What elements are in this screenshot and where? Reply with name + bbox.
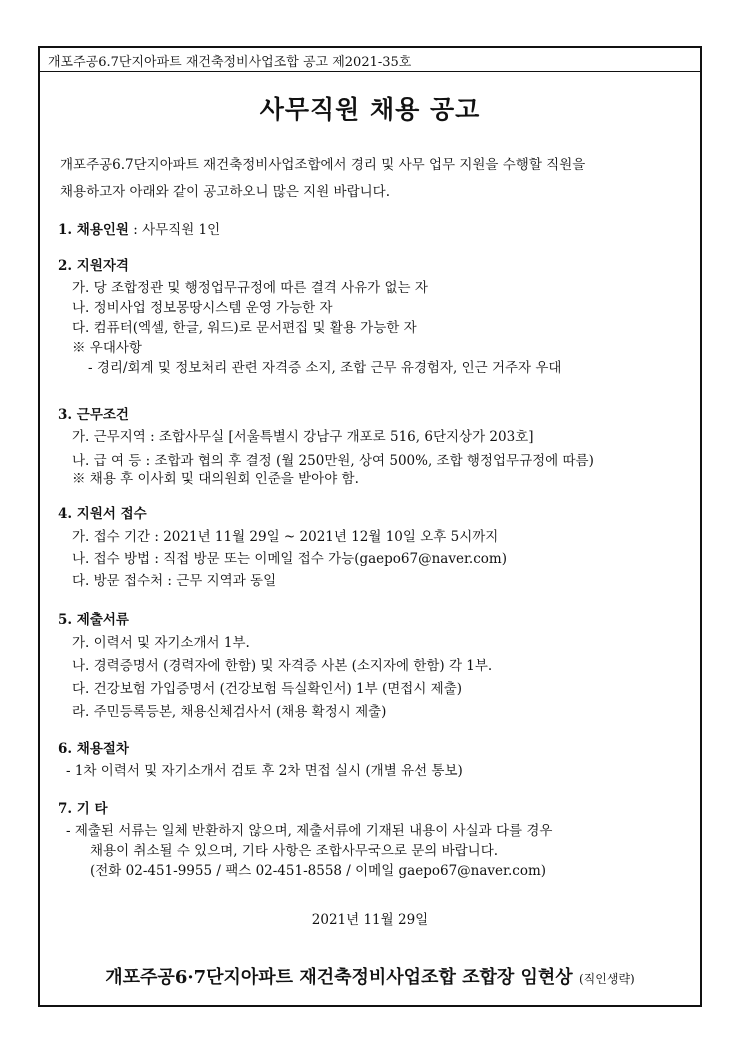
signature-block (40, 963, 700, 989)
list-item: 나. 경력증명서 (경력자에 한함) 및 자격증 사본 (소지자에 한함) 각 1부. (72, 658, 493, 674)
list-item: 나. 급 여 등 : 조합과 협의 후 결정 (월 250만원, 상여 500%, 조합 행정업무규정에 따름) (72, 453, 594, 469)
section-heading: 1. 채용인원 (58, 222, 129, 238)
notice-date: 2021년 11월 29일 (311, 912, 429, 928)
section-headcount (58, 218, 688, 242)
list-item: - 1차 이력서 및 자기소개서 검토 후 2차 면접 실시 (개별 유선 통보) (66, 763, 463, 779)
section-heading: 2. 지원자격 (58, 258, 129, 274)
section-other (58, 797, 688, 881)
section-qualification (58, 254, 688, 378)
section-heading: 5. 제출서류 (58, 612, 129, 628)
list-item: 나. 접수 방법 : 직접 방문 또는 이메일 접수 가능(gaepo67@naver.com) (72, 551, 507, 567)
notice-number: 개포주공6.7단지아파트 재건축정비사업조합 공고 제2021-35호 (40, 48, 700, 72)
section-heading: 4. 지원서 접수 (58, 506, 147, 522)
section-conditions (58, 403, 688, 487)
list-item: 가. 근무지역 : 조합사무실 [서울특별시 강남구 개포로 516, 6단지상가 203호] (72, 429, 534, 445)
list-item: 나. 정비사업 정보몽땅시스템 운영 가능한 자 (72, 300, 333, 316)
section-documents (58, 608, 688, 724)
page-title: 사무직원 채용 공고 (259, 95, 481, 124)
signature-name: 개포주공6·7단지아파트 재건축정비사업조합 조합장 임현상 (105, 967, 573, 988)
intro-paragraph (60, 152, 680, 206)
preference-note: ※ 우대사항 (72, 340, 142, 356)
list-item: 가. 접수 기간 : 2021년 11월 29일 ~ 2021년 12월 10일 오후 5시까지 (72, 529, 499, 545)
list-item: 다. 건강보험 가입증명서 (건강보험 득실확인서) 1부 (면접시 제출) (72, 681, 463, 697)
section-application (58, 502, 688, 592)
list-item: 라. 주민등록등본, 채용신체검사서 (채용 확정시 제출) (72, 704, 387, 720)
list-item: 채용이 취소될 수 있으며, 기타 사항은 조합사무국으로 문의 바랍니다. (90, 843, 499, 859)
list-item: - 제출된 서류는 일체 반환하지 않으며, 제출서류에 기재된 내용이 사실과 다를 경우 (66, 823, 553, 839)
list-item: - 경리/회계 및 정보처리 관련 자격증 소지, 조합 근무 유경험자, 인근 거주자 우대 (88, 360, 562, 376)
section-heading: 6. 채용절차 (58, 741, 129, 757)
section-heading: 3. 근무조건 (58, 407, 129, 423)
section-heading: 7. 기 타 (58, 801, 108, 817)
seal-omitted-note: (직인생략) (578, 972, 635, 986)
list-item: 다. 컴퓨터(엑셀, 한글, 워드)로 문서편집 및 활용 가능한 자 (72, 320, 417, 336)
contact-info: (전화 02-451-9955 / 팩스 02-451-8558 / 이메일 gaepo67@naver.com) (90, 863, 547, 879)
intro-line-2: 채용하고자 아래와 같이 공고하오니 많은 지원 바랍니다. (60, 184, 390, 200)
list-item: 가. 이력서 및 자기소개서 1부. (72, 635, 250, 651)
document-frame (38, 46, 702, 1007)
section-process (58, 737, 688, 781)
list-item: 가. 당 조합정관 및 행정업무규정에 따른 결격 사유가 없는 자 (72, 280, 428, 296)
approval-note: ※ 채용 후 이사회 및 대의원회 인준을 받아야 함. (72, 471, 359, 487)
list-item: 다. 방문 접수처 : 근무 지역과 동일 (72, 573, 277, 589)
section-text: : 사무직원 1인 (128, 222, 221, 238)
intro-line-1: 개포주공6.7단지아파트 재건축정비사업조합에서 경리 및 사무 업무 지원을 수행할 직원을 (60, 157, 586, 173)
